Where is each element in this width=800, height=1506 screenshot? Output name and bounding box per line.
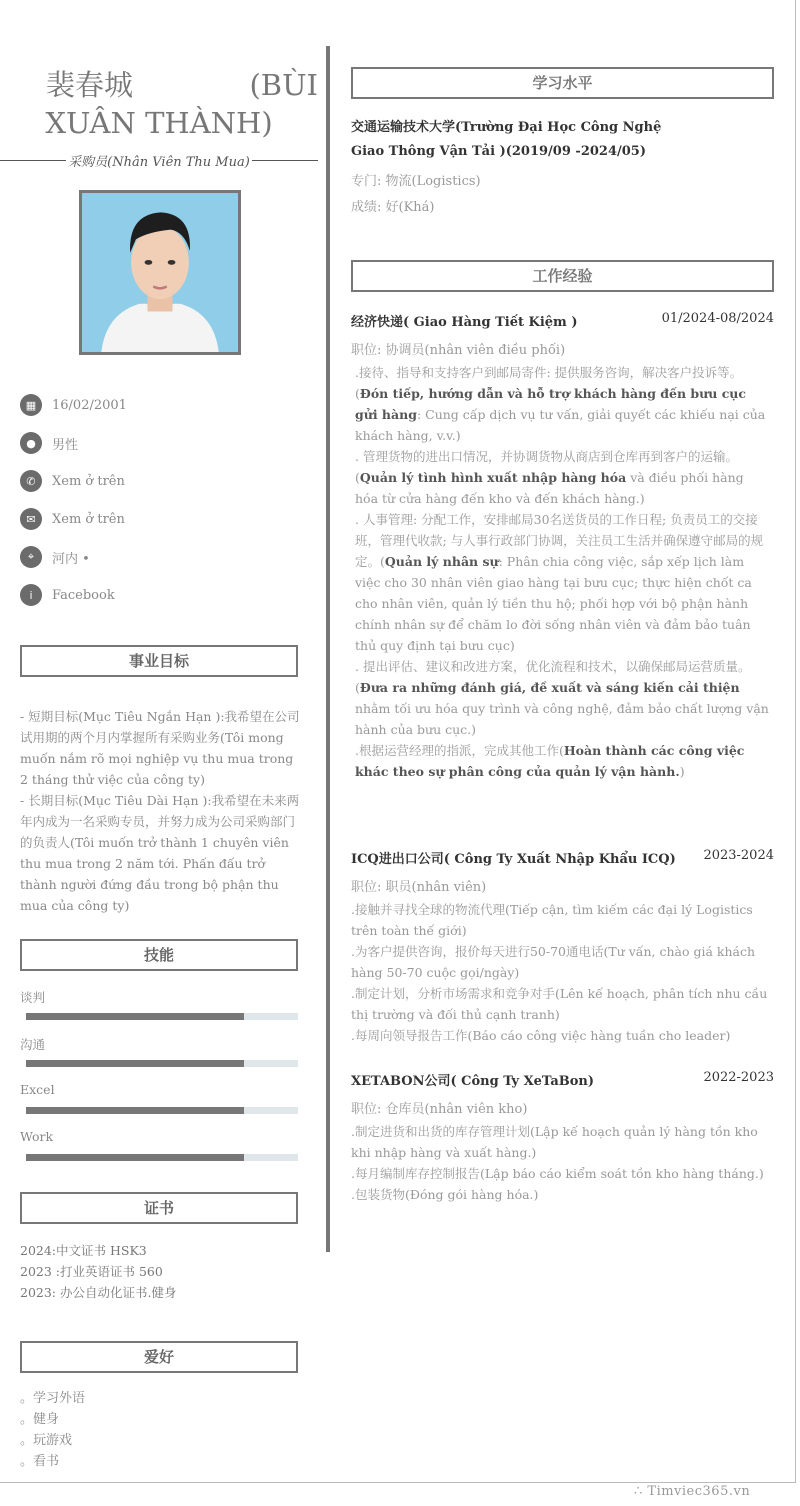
- section-career-goal: 事业目标: [20, 645, 298, 677]
- goal-short-term: - 短期目标(Mục Tiêu Ngắn Hạn ):我希望在公司试用期的两个月内掌握所有采购业务(Tôi mong muốn nắm rõ mọi nghiệp vụ thu mua trong 2 tháng thử việc của công ty): [20, 709, 300, 787]
- skill-label: 谈判: [20, 990, 46, 1005]
- job-period: 01/2024-08/2024: [661, 311, 774, 326]
- skill-bar-fill: [26, 1154, 244, 1161]
- certificates-list: [20, 1240, 176, 1303]
- duty-item: .每月编制库存控制报告(Lập báo cáo kiểm soát tồn kho hàng tháng.): [351, 1166, 764, 1181]
- skill-bar: [26, 1154, 298, 1161]
- divider-line: [0, 160, 66, 161]
- job-period: 2022-2023: [703, 1070, 774, 1085]
- contact-phone: [20, 469, 310, 493]
- phone-text: Xem ở trên: [52, 473, 125, 489]
- career-goals-text: [20, 706, 302, 916]
- certificate-item: 2023: 办公自动化证书.健身: [20, 1285, 177, 1300]
- profile-photo: [79, 190, 241, 355]
- job-header: [351, 311, 774, 330]
- section-education: 学习水平: [351, 67, 774, 99]
- duty-item: .包装货物(Đóng gói hàng hóa.): [351, 1187, 539, 1202]
- job-role: 职位: 协调员(nhân viên điều phối): [351, 343, 566, 358]
- name-vietnamese-part2: XUÂN THÀNH): [45, 106, 273, 140]
- duty-item: . 人事管理: 分配工作，安排邮局30名送货员的工作日程; 负责员工的交接班，管理代收款; 与人事行政部门协调，关注员工生活并确保遵守邮局的规定。(Quản lý nhân sự: Phân chia công việc, sắp xếp lịch làm việc cho 30 nhân viên giao hàng tại bưu cục; thực hiện chốt ca cho nhân viên, quản lý tiền thu hộ; phối hợp với bộ phận hành chính nhân sự để chăm lo đời sống nhân viên và đảm bảo tuân thủ quy định tại bưu cục): [355, 512, 764, 653]
- skill-bar-fill: [26, 1107, 244, 1114]
- job-duties: [351, 1121, 769, 1205]
- info-icon: i: [20, 584, 42, 606]
- duty-item: .制定计划，分析市场需求和竞争对手(Lên kế hoạch, phân tích nhu cầu thị trường và đối thủ cạnh tranh): [351, 986, 768, 1022]
- duty-item: . 提出评估、建议和改进方案，优化流程和技术，以确保邮局运营质量。(Đưa ra những đánh giá, đề xuất và sáng kiến cải thiện nhằm tối ưu hóa quy trình và công nghệ, đảm bảo chất lượng vận hành của bưu cục.): [355, 659, 769, 737]
- duty-item: .接触并寻找全球的物流代理(Tiếp cận, tìm kiếm các đại lý Logistics trên toàn thế giới): [351, 902, 753, 938]
- goal-long-term: - 长期目标(Mục Tiêu Dài Hạn ):我希望在未来两年内成为一名采购专员，并努力成为公司采购部门的负责人(Tôi muốn trở thành 1 chuyên viên thu mua trong 2 năm tới. Phấn đấu trở thành người đứng đầu trong bộ phận thu mua của công ty): [20, 793, 300, 913]
- duty-item: .根据运营经理的指派，完成其他工作(Hoàn thành các công việc khác theo sự phân công của quản lý vận hành.): [355, 743, 745, 779]
- section-hobbies: 爱好: [20, 1341, 298, 1373]
- email-text: Xem ở trên: [52, 511, 125, 527]
- job-role: 职位: 仓库员(nhân viên kho): [351, 1102, 528, 1117]
- job-duties: [355, 362, 769, 782]
- hobby-item: 。学习外语: [20, 1391, 86, 1406]
- skill-label: 沟通: [20, 1037, 46, 1052]
- certificate-item: 2023 :打业英语证书 560: [20, 1264, 163, 1279]
- job-role: 职位: 职员(nhân viên): [351, 880, 487, 895]
- job-company: ICQ进出口公司( Công Ty Xuất Nhập Khẩu ICQ): [351, 852, 676, 867]
- contact-location: [20, 545, 310, 569]
- skill-bar: [26, 1060, 298, 1067]
- duty-item: .为客户提供咨询，报价每天进行50-70通电话(Tư vấn, chào giá khách hàng 50-70 cuộc gọi/ngày): [351, 944, 756, 980]
- duty-item: .每周向领导报告工作(Báo cáo công việc hàng tuần cho leader): [351, 1028, 731, 1043]
- education-school: 交通运输技术大学(Trường Đại Học Công Nghệ Giao Thông Vận Tải )(2019/09 -2024/05): [351, 120, 662, 159]
- column-divider: [326, 46, 330, 1252]
- job-duties: [351, 899, 769, 1046]
- section-skills: 技能: [20, 939, 298, 971]
- contact-email: [20, 507, 310, 531]
- skill-bar-fill: [26, 1060, 244, 1067]
- candidate-name: [0, 66, 318, 142]
- name-vietnamese-part1: (BÙI: [249, 68, 318, 102]
- hobby-item: 。看书: [20, 1454, 60, 1469]
- duty-item: .制定进货和出货的库存管理计划(Lập kế hoạch quản lý hàng tồn kho khi nhập hàng và xuất hàng.): [351, 1124, 758, 1160]
- skill-bar: [26, 1107, 298, 1114]
- job-company: 经济快递( Giao Hàng Tiết Kiệm ): [351, 315, 578, 330]
- section-experience: 工作经验: [351, 260, 774, 292]
- hobby-item: 。玩游戏: [20, 1433, 73, 1448]
- portrait-illustration: [82, 193, 238, 352]
- education-grade: 成绩: 好(Khá): [351, 200, 435, 215]
- calendar-icon: ▦: [20, 394, 42, 416]
- hobbies-list: [20, 1388, 85, 1472]
- section-certificates: 证书: [20, 1192, 298, 1224]
- job-period: 2023-2024: [703, 848, 774, 863]
- phone-icon: ✆: [20, 470, 42, 492]
- job-header: [351, 1070, 774, 1089]
- job-company: XETABON公司( Công Ty XeTaBon): [351, 1074, 595, 1089]
- education-major: 专门: 物流(Logistics): [351, 174, 481, 189]
- facebook-link[interactable]: Facebook: [52, 587, 115, 603]
- duty-item: .接待、指导和支持客户到邮局寄件: 提供服务咨询，解决客户投诉等。(Đón tiếp, hướng dẫn và hỗ trợ khách hàng đến bưu cục gửi hàng: Cung cấp dịch vụ tư vấn, giải quyết các khiếu nại của khách hàng, v.v.): [355, 365, 766, 443]
- name-chinese: 裴春城: [46, 68, 134, 102]
- job-header: [351, 848, 774, 867]
- location-text: 河内 •: [52, 551, 90, 567]
- skill-label: Excel: [20, 1082, 55, 1097]
- job-title-row: [0, 150, 318, 170]
- contact-facebook[interactable]: [20, 583, 310, 607]
- contact-gender: [20, 431, 310, 455]
- duty-item: . 管理货物的进出口情况，并协调货物从商店到仓库再到客户的运输。(Quản lý tình hình xuất nhập hàng hóa và điều phối hàng hóa từ cửa hàng đến kho và đến khách hàng.): [355, 449, 744, 506]
- birthdate-text: 16/02/2001: [52, 397, 127, 413]
- contact-birthdate: [20, 393, 310, 417]
- divider-line: [252, 160, 318, 161]
- person-icon: ●: [20, 432, 42, 454]
- skill-bar: [26, 1013, 298, 1020]
- certificate-item: 2024:中文证书 HSK3: [20, 1243, 147, 1258]
- email-icon: ✉: [20, 508, 42, 530]
- hobby-item: 。健身: [20, 1412, 60, 1427]
- skill-label: Work: [20, 1129, 54, 1144]
- footer-watermark[interactable]: ∴ Timviec365.vn: [634, 1484, 751, 1499]
- location-icon: ⌖: [20, 546, 42, 568]
- skill-bar-fill: [26, 1013, 244, 1020]
- gender-text: 男性: [52, 437, 79, 453]
- job-title: 采购员(Nhân Viên Thu Mua): [68, 154, 250, 170]
